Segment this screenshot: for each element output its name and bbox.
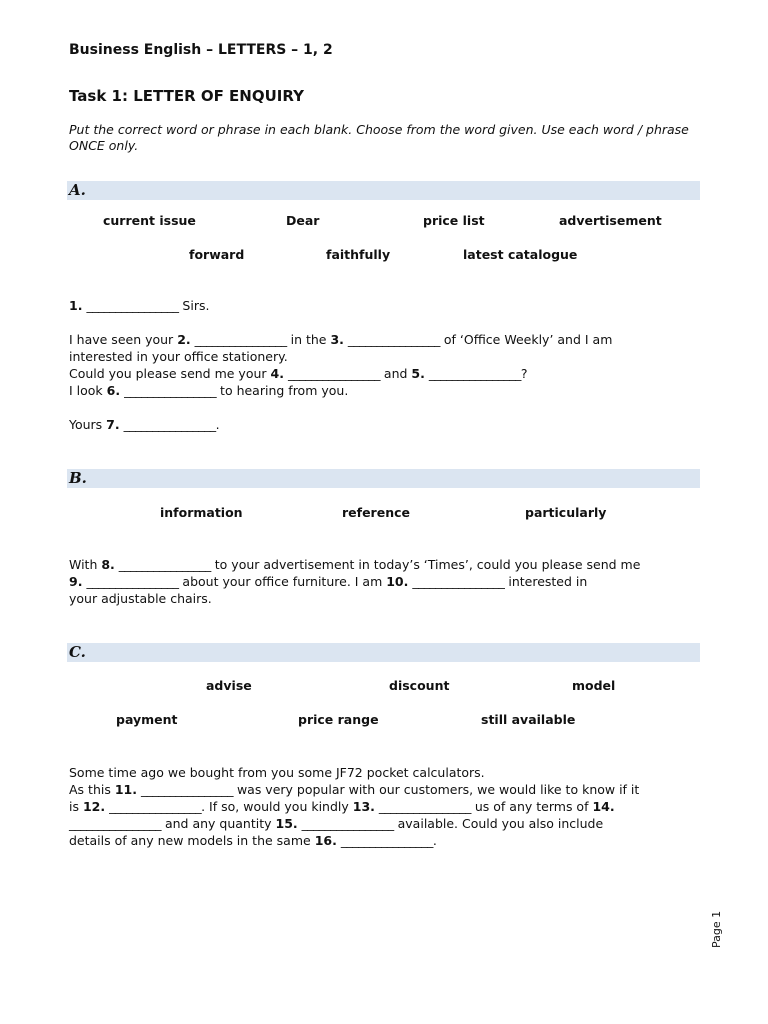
blank-number: 3. <box>330 332 344 347</box>
task-title: Task 1: LETTER OF ENQUIRY <box>69 87 304 105</box>
instructions: Put the correct word or phrase in each blank. Choose from the word given. Use each word / phrase ONCE only. <box>69 122 689 153</box>
blank-number: 12. <box>82 799 106 814</box>
blank-number: 7. <box>106 417 120 432</box>
blank-line: ________________ <box>123 417 216 432</box>
blank-number: 11. <box>114 782 137 797</box>
letter-a-greeting: 1. ________________ Sirs. <box>69 298 210 313</box>
page-number: Page 1 <box>710 910 723 948</box>
word-box-item: faithfully <box>326 247 391 262</box>
blank-number: 2. <box>177 332 191 347</box>
blank-number: 4. <box>270 366 284 381</box>
section-c-header <box>67 643 700 662</box>
word-box-item: discount <box>389 678 450 693</box>
blank-line: ________________ <box>347 332 440 347</box>
blank-line: ________________ <box>194 332 287 347</box>
word-box-item: forward <box>189 247 245 262</box>
blank-number: 8. <box>101 557 115 572</box>
blank-number: 13. <box>352 799 375 814</box>
word-box-item: price list <box>423 213 485 228</box>
blank-line: ________________ <box>378 799 471 814</box>
blank-line: ________________ <box>86 298 179 313</box>
word-box-item: information <box>160 505 243 520</box>
word-box-item: current issue <box>103 213 196 228</box>
blank-line: ________________ <box>340 833 433 848</box>
blank-line: ________________ <box>69 816 161 831</box>
blank-line: ________________ <box>140 782 233 797</box>
section-b-header <box>67 469 700 488</box>
word-box-item: latest catalogue <box>463 247 578 262</box>
section-a-header <box>67 181 700 200</box>
blank-line: ________________ <box>118 557 211 572</box>
word-box-item: Dear <box>286 213 320 228</box>
blank-number: 1. <box>69 298 83 313</box>
letter-a-closing: Yours 7. ________________. <box>69 417 220 432</box>
blank-line: ________________ <box>86 574 179 589</box>
blank-number: 5. <box>411 366 425 381</box>
letter-a-body: I have seen your 2. ________________ in the 3. ________________ of ‘Office Weekly’ and I am interested in your office stationery. Could you please send me your 4. ________________ and 5. ________________? I look 6. ________________ to hearing from you. <box>69 332 613 398</box>
word-box-item: advise <box>206 678 252 693</box>
letter-c-body: Some time ago we bought from you some JF72 pocket calculators. As this 11. ________________ was very popular with our customers, we would like to know if it is 12. ________________. If so, would you kindly 13. ________________ us of any terms of 14. ________________ and any quantity 15. ________________ available. Could you also include details of any new models in the same 16. ________________. <box>69 765 640 848</box>
blank-number: 6. <box>106 383 121 398</box>
letter-b-body: With 8. ________________ to your advertisement in today’s ‘Times’, could you please send me 9. ________________ about your office furniture. I am 10. ________________ interested in your adjustable chairs. <box>69 557 641 606</box>
blank-number: 14. <box>592 799 615 814</box>
word-box-item: still available <box>481 712 576 727</box>
section-b-label: B. <box>69 469 87 487</box>
blank-line: ________________ <box>412 574 505 589</box>
section-a-label: A. <box>69 181 86 199</box>
word-box-item: particularly <box>525 505 607 520</box>
word-box-item: reference <box>342 505 410 520</box>
word-box-item: payment <box>116 712 178 727</box>
blank-line: ________________ <box>287 366 380 381</box>
blank-line: ________________ <box>428 366 521 381</box>
word-box-item: advertisement <box>559 213 662 228</box>
word-box-item: model <box>572 678 616 693</box>
blank-number: 10. <box>386 574 409 589</box>
blank-line: ________________ <box>109 799 202 814</box>
blank-line: ________________ <box>301 816 394 831</box>
blank-number: 15. <box>275 816 298 831</box>
word-box-item: price range <box>298 712 379 727</box>
blank-number: 9. <box>69 574 83 589</box>
blank-line: ________________ <box>124 383 217 398</box>
section-c-label: C. <box>69 643 86 661</box>
blank-number: 16. <box>314 833 337 848</box>
document-title: Business English – LETTERS – 1, 2 <box>69 42 333 58</box>
